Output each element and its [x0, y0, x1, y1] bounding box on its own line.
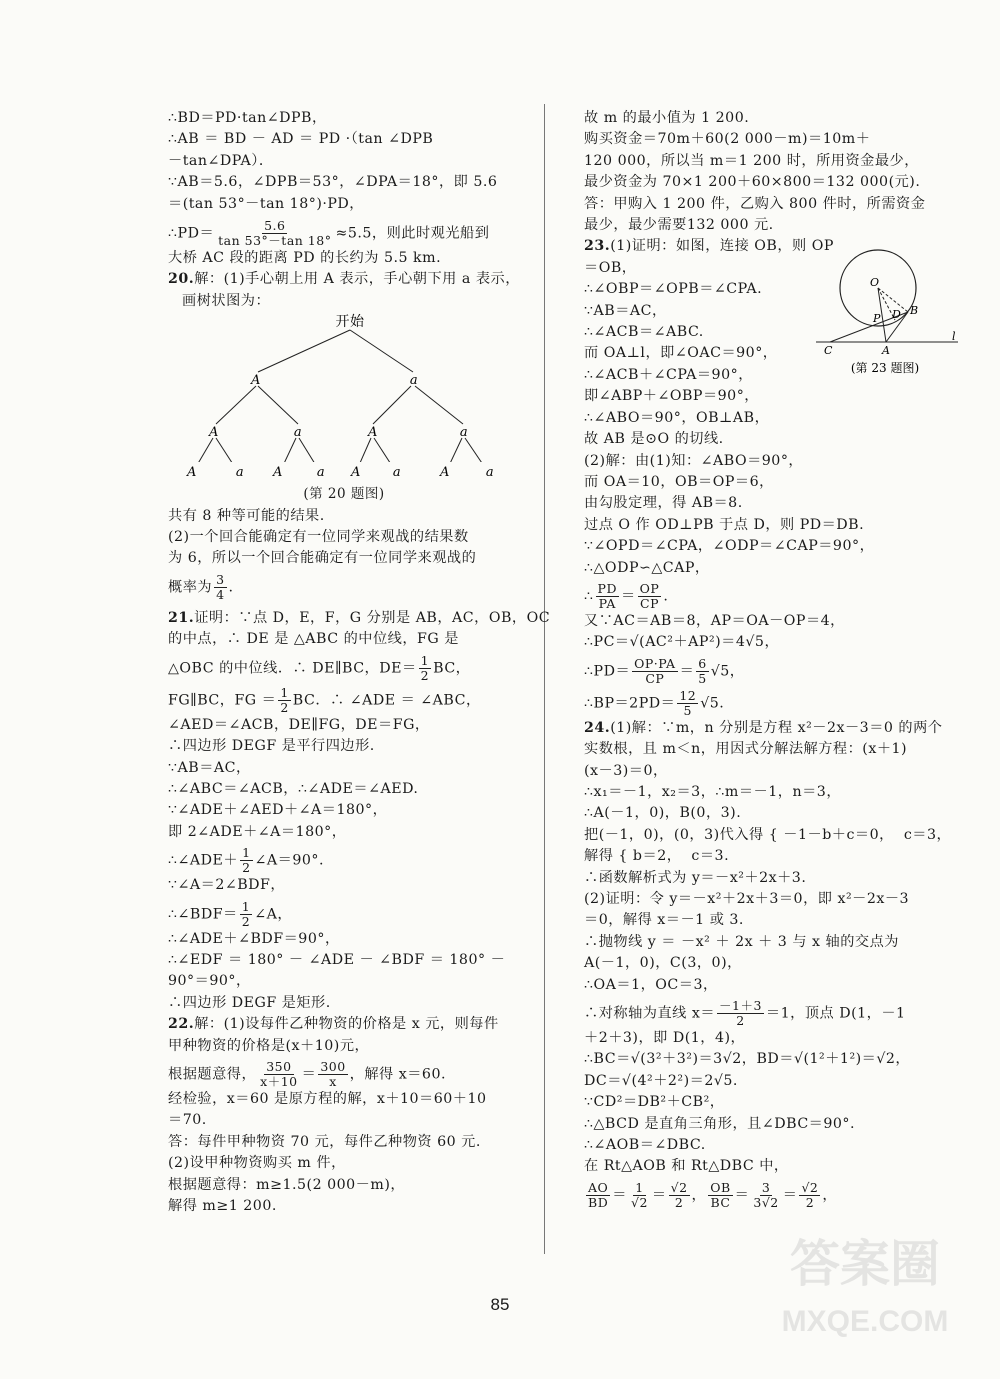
text-line: ∴∠ADE＋∠BDF＝90°， — [168, 930, 340, 947]
watermark-logo — [770, 1219, 960, 1349]
text-line: ∴AB ＝ BD － AD ＝ PD ·（tan ∠DPB — [168, 131, 434, 148]
fraction: $\frac{√2}{2}$ — [670, 1179, 688, 1210]
text-line: ∴△ODP∽△CAP， — [584, 559, 710, 576]
circle-tangent-diagram — [810, 238, 960, 378]
text-line: 解得 m≥1 200. — [168, 1198, 277, 1214]
text-line: 过点 O 作 OD⊥PB 于点 D，则 PD＝DB. — [584, 516, 865, 533]
tree-leaf: a — [392, 465, 402, 481]
text-line: ∴∠ACB＋∠CPA＝90°， — [584, 366, 753, 383]
text-line: 甲种物资的价格是(x＋10)元， — [168, 1037, 370, 1054]
text-line: ∴四边形 DEGF 是矩形. — [168, 994, 331, 1011]
text-line: 即∠ABP＋∠OBP＝90°， — [584, 388, 759, 405]
column-divider — [544, 104, 545, 1254]
text-line: 经检验，x＝60 是原方程的解，x＋10＝60＋10 — [168, 1090, 487, 1107]
text-line: ∵AB＝AC， — [584, 302, 667, 319]
tree-node: A — [368, 425, 378, 441]
text-line: ∠AED＝∠ACB，DE∥FG，DE＝FG， — [168, 716, 430, 733]
fraction: $\frac{1}{2}$ — [242, 845, 251, 876]
text-line: △OBC 的中位线．∴ DE∥BC，DE＝ $\frac{1}{2}$ BC， — [168, 652, 471, 683]
text-line: 为 6，所以一个回合能确定有一位同学来观战的 — [168, 550, 477, 567]
text-line: 最少，最少需要132 000 元. — [584, 217, 774, 234]
text-line: $\frac{AO}{BD}$ ＝ $\frac{1}{√2}$ ＝ $\frac{√2}{2}$ ， $\frac{OB}{BC}$ ＝ $\frac{3}{3√2}$ ＝ $\frac{√2}{2}$ ， — [588, 1179, 838, 1210]
left-column — [168, 108, 551, 1217]
text-line: 根据题意得：m≥1.5(2 000－m)， — [168, 1176, 406, 1193]
question-21: 21.证明：∵点 D，E，F，G 分别是 AB，AC，OB，OC — [168, 609, 551, 626]
fraction: $\frac{OB}{BC}$ — [710, 1179, 731, 1210]
watermark-url: MXQE.COM — [781, 1305, 949, 1338]
text-line: ∴∠AOB＝∠DBC. — [584, 1137, 706, 1154]
tree-leaf: a — [316, 465, 326, 481]
tree-leaf: A — [187, 465, 197, 481]
text-line: 画树状图为： — [182, 292, 271, 309]
text-line: ∵AB＝AC， — [168, 759, 251, 776]
point-label: B — [910, 304, 919, 317]
text-line: 实数根，且 m＜n，用因式分解法解方程：(x＋1) — [584, 741, 908, 758]
text-line: ∴BP＝2PD＝ $\frac{12}{5}$ √5. — [584, 687, 725, 718]
text-line: 把(－1，0)，(0，3)代入得 { －1－b＋c＝0， c＝3， — [584, 826, 952, 843]
text-line: 购买资金＝70m＋60(2 000－m)＝10m＋ — [584, 131, 871, 148]
fraction: $\frac{1}{2}$ — [241, 898, 251, 929]
text-line: 答：每件甲种物资 70 元，每件乙种物资 60 元. — [168, 1133, 481, 1150]
text-line: FG∥BC，FG ＝ $\frac{1}{2}$ BC．∴ ∠ADE ＝ ∠ABC， — [168, 684, 481, 715]
fraction: $\frac{12}{5}$ — [679, 687, 697, 718]
text-line: ＝(tan 53°－tan 18°)·PD， — [168, 195, 364, 212]
text-line: ∴ $\frac{PD}{PA}$ ＝ $\frac{OP}{CP}$ . — [584, 580, 669, 611]
point-label: D — [892, 308, 901, 321]
text-line: ∴∠ACB＝∠ABC. — [584, 324, 704, 341]
text-line: ∴BD＝PD·tan∠DPB， — [168, 110, 327, 126]
text-line: 即 2∠ADE＋∠A＝180°， — [168, 823, 347, 840]
question-24: 24.(1)解：∵m，n 分别是方程 x²－2x－3＝0 的两个 — [584, 719, 943, 736]
text-line: ∴∠ABC＝∠ACB，∴∠ADE＝∠AED. — [168, 780, 419, 797]
text-line: ∴PD＝ $\frac{OP\cdot PA}{CP}$ ＝ $\frac{6}{5}$ √5， — [584, 655, 745, 686]
question-20: 20.解：(1)手心朝上用 A 表示，手心朝下用 a 表示， — [168, 271, 520, 288]
tree-root: 开始 — [335, 314, 365, 331]
text-line: ∴四边形 DEGF 是平行四边形. — [168, 738, 375, 755]
text-line: 答：甲购入 1 200 件，乙购入 800 件时，所需资金 — [584, 195, 926, 212]
text-line: 由勾股定理，得 AB＝8. — [584, 495, 743, 512]
fraction: $\frac{-1+3}{2}$ — [719, 998, 762, 1029]
text-line: (2)解：由(1)知：∠ABO＝90°， — [584, 452, 804, 469]
fraction: $\frac{5.6}{\tan 53^\circ-\tan 18^\circ}$ — [218, 218, 332, 249]
text-line: 而 OA⊥l，即∠OAC＝90°， — [584, 345, 778, 362]
text-line: 在 Rt△AOB 和 Rt△DBC 中， — [584, 1158, 789, 1175]
text-line: 概率为 $\frac{3}{4}$ . — [168, 571, 234, 602]
text-line: (2)设甲种物资购买 m 件， — [168, 1155, 346, 1172]
text-line: ∴∠EDF ＝ 180° － ∠ADE － ∠BDF ＝ 180° － — [168, 951, 506, 968]
text-line: ∵CD²＝DB²＋CB²， — [584, 1094, 725, 1111]
text-line: 又∵AC＝AB＝8，AP＝OA－OP＝4， — [584, 612, 845, 629]
text-line: ∵∠A＝2∠BDF， — [168, 877, 286, 894]
text-line: ∴BC＝√(3²＋3²)＝3√2，BD＝√(1²＋1²)＝√2， — [584, 1051, 911, 1068]
figure-caption: (第 20 题图) — [303, 486, 385, 503]
text-line: ∴x₁＝－1，x₂＝3，∴m＝－1，n＝3， — [584, 783, 842, 800]
text-line: 的中点，∴ DE 是 △ABC 的中位线，FG 是 — [168, 631, 459, 648]
figure-caption: (第 23 题图) — [850, 361, 920, 375]
tree-node: a — [293, 425, 303, 441]
watermark-text: 答案圈 — [790, 1236, 940, 1292]
text-line: ＝70. — [168, 1112, 207, 1129]
text-line: －tan∠DPA）． — [168, 152, 274, 169]
text-line: 解得 { b＝2， c＝3. — [584, 848, 730, 865]
text-line: 故 AB 是⊙O 的切线. — [584, 431, 724, 448]
tree-node: A — [251, 373, 261, 389]
tree-leaf: A — [273, 465, 283, 481]
text-line: ∴OA＝1，OC＝3， — [584, 976, 718, 993]
fraction: $\frac{1}{2}$ — [280, 684, 289, 715]
tree-node: a — [409, 373, 419, 389]
fraction: $\frac{3}{3√2}$ — [753, 1179, 779, 1210]
tree-node: a — [459, 425, 469, 441]
point-label: l — [952, 330, 956, 343]
tree-leaf: A — [440, 465, 450, 481]
text-line: ∴函数解析式为 y＝－x²＋2x＋3. — [584, 869, 807, 886]
tree-leaf: a — [485, 465, 495, 481]
text-line: ∴A(－1，0)，B(0，3). — [584, 805, 742, 822]
text-line: 根据题意得， $\frac{350}{x+10}$ ＝ $\frac{300}{x}$ ，解得 x＝60. — [168, 1058, 446, 1089]
text-line: ∴对称轴为直线 x＝ $\frac{-1+3}{2}$ ＝1，顶点 D(1，－1 — [584, 998, 906, 1029]
text-line: 大桥 AC 段的距离 PD 的长约为 5.5 km. — [168, 250, 442, 267]
figure-23 — [810, 238, 960, 378]
text-line: ∴△BCD 是直角三角形，且∠DBC＝90°. — [584, 1115, 856, 1132]
fraction: $\frac{OP\cdot PA}{CP}$ — [634, 655, 676, 686]
text-line: 最少资金为 70×1 200＋60×800＝132 000(元). — [584, 174, 921, 191]
question-22: 22.解：(1)设每件乙种物资的价格是 x 元，则每件 — [168, 1016, 499, 1033]
point-label: P — [873, 312, 881, 325]
text-line: A(－1，0)，C(3，0)， — [584, 955, 742, 972]
text-line: ∴PD＝ $\frac{5.6}{\tan 53^\circ-\tan 18^\circ}$ ≈5.5，则此时观光船到 — [168, 218, 490, 249]
text-line: ∴∠OBP＝∠OPB＝∠CPA. — [584, 281, 763, 298]
text-line: 90°＝90°， — [168, 973, 251, 990]
fraction: $\frac{350}{x+10}$ — [260, 1058, 298, 1089]
text-line: ∵∠OPD＝∠CPA，∠ODP＝∠CAP＝90°， — [584, 538, 875, 555]
fraction: $\frac{AO}{BD}$ — [588, 1179, 609, 1210]
point-label: A — [882, 344, 890, 357]
fraction: $\frac{√2}{2}$ — [801, 1179, 819, 1210]
text-line: ∵∠ADE＋∠AED＋∠A＝180°， — [168, 802, 388, 819]
tree-node: A — [209, 425, 219, 441]
fraction: $\frac{6}{5}$ — [698, 655, 707, 686]
point-label: O — [870, 276, 880, 289]
tree-diagram — [168, 312, 520, 462]
question-23: 23.(1)证明：如图，连接 OB，则 OP — [584, 238, 834, 255]
text-line: (2)证明：令 y＝－x²＋2x＋3＝0，即 x²－2x－3 — [584, 891, 910, 907]
tree-svg — [168, 312, 520, 462]
point-label: C — [824, 344, 833, 357]
text-line: ∴PC＝√(AC²＋AP²)＝4√5， — [584, 634, 780, 651]
text-line: ∵AB＝5.6，∠DPB＝53°，∠DPA＝18°，即 5.6 — [168, 174, 498, 191]
fraction: $\frac{300}{x}$ — [320, 1058, 346, 1089]
fraction: $\frac{PD}{PA}$ — [597, 580, 617, 611]
page-number: 85 — [490, 1295, 510, 1314]
text-line: ∴抛物线 y ＝ －x² ＋ 2x ＋ 3 与 x 轴的交点为 — [584, 933, 899, 950]
tree-leaf: A — [351, 465, 361, 481]
text-line: 120 000，所以当 m＝1 200 时，所用资金最少， — [584, 152, 919, 169]
text-line: 而 OA＝10，OB＝OP＝6， — [584, 473, 774, 490]
text-line: ＝0，解得 x＝－1 或 3. — [584, 912, 744, 929]
fraction: $\frac{1}{√2}$ — [630, 1179, 648, 1210]
text-line: DC＝√(4²＋2²)＝2√5. — [584, 1072, 738, 1089]
fraction: $\frac{OP}{CP}$ — [639, 580, 660, 611]
fraction: $\frac{1}{2}$ — [420, 652, 430, 683]
text-line: 故 m 的最小值为 1 200. — [584, 110, 750, 126]
fraction: $\frac{3}{4}$ — [216, 571, 225, 602]
text-line: (2)一个回合能确定有一位同学来观战的结果数 — [168, 529, 469, 546]
text-line: 共有 8 种等可能的结果. — [168, 507, 325, 524]
tree-leaf: a — [235, 465, 245, 481]
text-line: ∴∠BDF＝ $\frac{1}{2}$ ∠A， — [168, 898, 293, 929]
text-line: ∴∠ADE＋ $\frac{1}{2}$ ∠A＝90°. — [168, 845, 325, 876]
text-line: ∴∠ABO＝90°，OB⊥AB， — [584, 409, 770, 426]
text-line: ＋2＋3)，即 D(1，4)， — [584, 1030, 746, 1047]
text-line: ＝OB， — [584, 259, 637, 276]
text-line: (x－3)＝0， — [584, 762, 668, 779]
tree-leaves — [168, 462, 520, 484]
